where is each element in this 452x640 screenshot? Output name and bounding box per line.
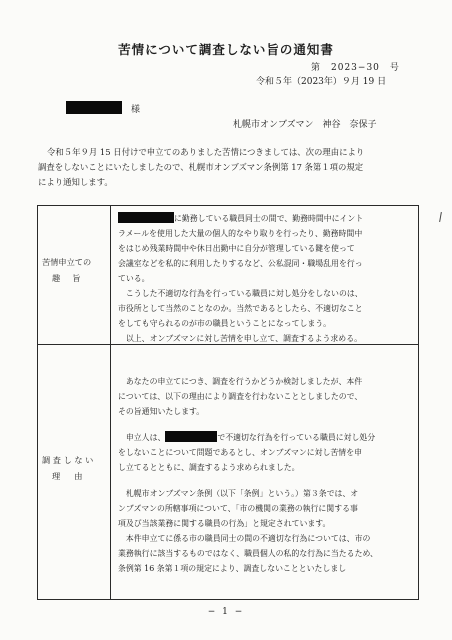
- redacted-addressee: [66, 101, 122, 114]
- reason-line: し立てるとともに、調査するよう求められました。: [118, 463, 300, 472]
- complaint-line: 会議室などを私的に利用したりするなど、公私混同・職場乱用を行っ: [118, 259, 363, 268]
- intro-line: により通知します。: [38, 177, 113, 187]
- sender-name: 札幌市オンブズマン 神谷 奈保子: [233, 120, 377, 130]
- complaint-line: をはじめ残業時間中や休日出勤中に自分が管理している鍵を使って: [118, 244, 355, 253]
- reason-line: あなたの申立てにつき、調査を行うかどうか検討しましたが、本件: [118, 377, 363, 386]
- reason-line: 申立人は、: [118, 433, 166, 442]
- complaint-label-char: 旨: [72, 273, 93, 283]
- notice-table: [37, 205, 419, 600]
- reason-label-char: 理: [52, 471, 75, 481]
- reason-line: その旨通知いたします。: [118, 407, 205, 416]
- page-number: − 1 −: [207, 607, 245, 617]
- issue-date: 令和５年（2023年）９月 19 日: [256, 77, 387, 87]
- reason-line: 本件申立てに係る市の職員同士の間の不適切な行為については、市の: [118, 534, 371, 543]
- reason-label-line: 調 査 し な い: [42, 455, 94, 465]
- complaint-label-char: 趣: [52, 273, 73, 283]
- intro-line: 調査をしないことにいたしましたので、札幌市オンブズマン条例第 17 条第１項の規定: [38, 162, 364, 172]
- reason-line: をしないことについて問題であるとし、オンブズマンに対し苦情を申: [118, 448, 362, 457]
- document-number: 第 2023−30 号: [311, 63, 400, 73]
- reason-line: 条例第 16 条第１項の規定により、調査しないことといたしまし: [118, 564, 347, 573]
- redacted-department: [165, 431, 217, 442]
- reason-line: については、以下の理由により調査を行わないこととしましたので、: [118, 392, 363, 401]
- column-divider: [110, 206, 111, 599]
- reason-content: [118, 374, 416, 576]
- complaint-line: をしても守られるのが市の職員ということになってしまう。: [118, 319, 332, 328]
- complaint-line: に勤務している職員同士の間で、勤務時間中にイント: [174, 214, 364, 223]
- complaint-label: [42, 254, 106, 286]
- complaint-line: こうした不適切な行為を行っている職員に対し処分をしないのは、: [118, 289, 363, 298]
- complaint-line: ている。: [118, 274, 150, 283]
- reason-line: 業務執行に該当するものではなく、職員個人の私的な行為に当たるため、: [118, 549, 378, 558]
- document-title: 苦情について調査しない旨の通知書: [118, 42, 334, 57]
- intro-line: 令和５年９月 15 日付けで申立てのありました苦情につきましては、次の理由により: [47, 147, 365, 157]
- complaint-label-line: 苦情申立ての: [42, 257, 92, 267]
- reason-line: 札幌市オンブズマン条例（以下「条例」という。）第３条では、オ: [118, 489, 359, 498]
- reason-line: 項及び当該業務に関する職員の行為」と規定されています。: [118, 519, 331, 528]
- salutation: 様: [131, 105, 141, 115]
- reason-line: で不適切な行為を行っている職員に対し処分: [217, 433, 376, 442]
- complaint-content: [118, 211, 416, 346]
- reason-label-char: 由: [74, 471, 97, 481]
- stray-mark: [439, 212, 442, 222]
- complaint-line: 以上、オンブズマンに対し苦情を申し立て、調査するよう求める。: [118, 334, 362, 343]
- redacted-department: [118, 212, 174, 223]
- reason-line: ンブズマンの所轄事項について、「市の機関の業務の執行に関する事: [118, 504, 358, 513]
- complaint-line: ラメールを使用した大量の個人的なやり取りを行ったり、勤務時間中: [118, 229, 363, 238]
- complaint-line: 市役所として当然のことなのか。当然であるとしたら、不適切なこと: [118, 304, 363, 313]
- reason-label: [42, 452, 106, 484]
- intro-paragraph: [38, 145, 418, 190]
